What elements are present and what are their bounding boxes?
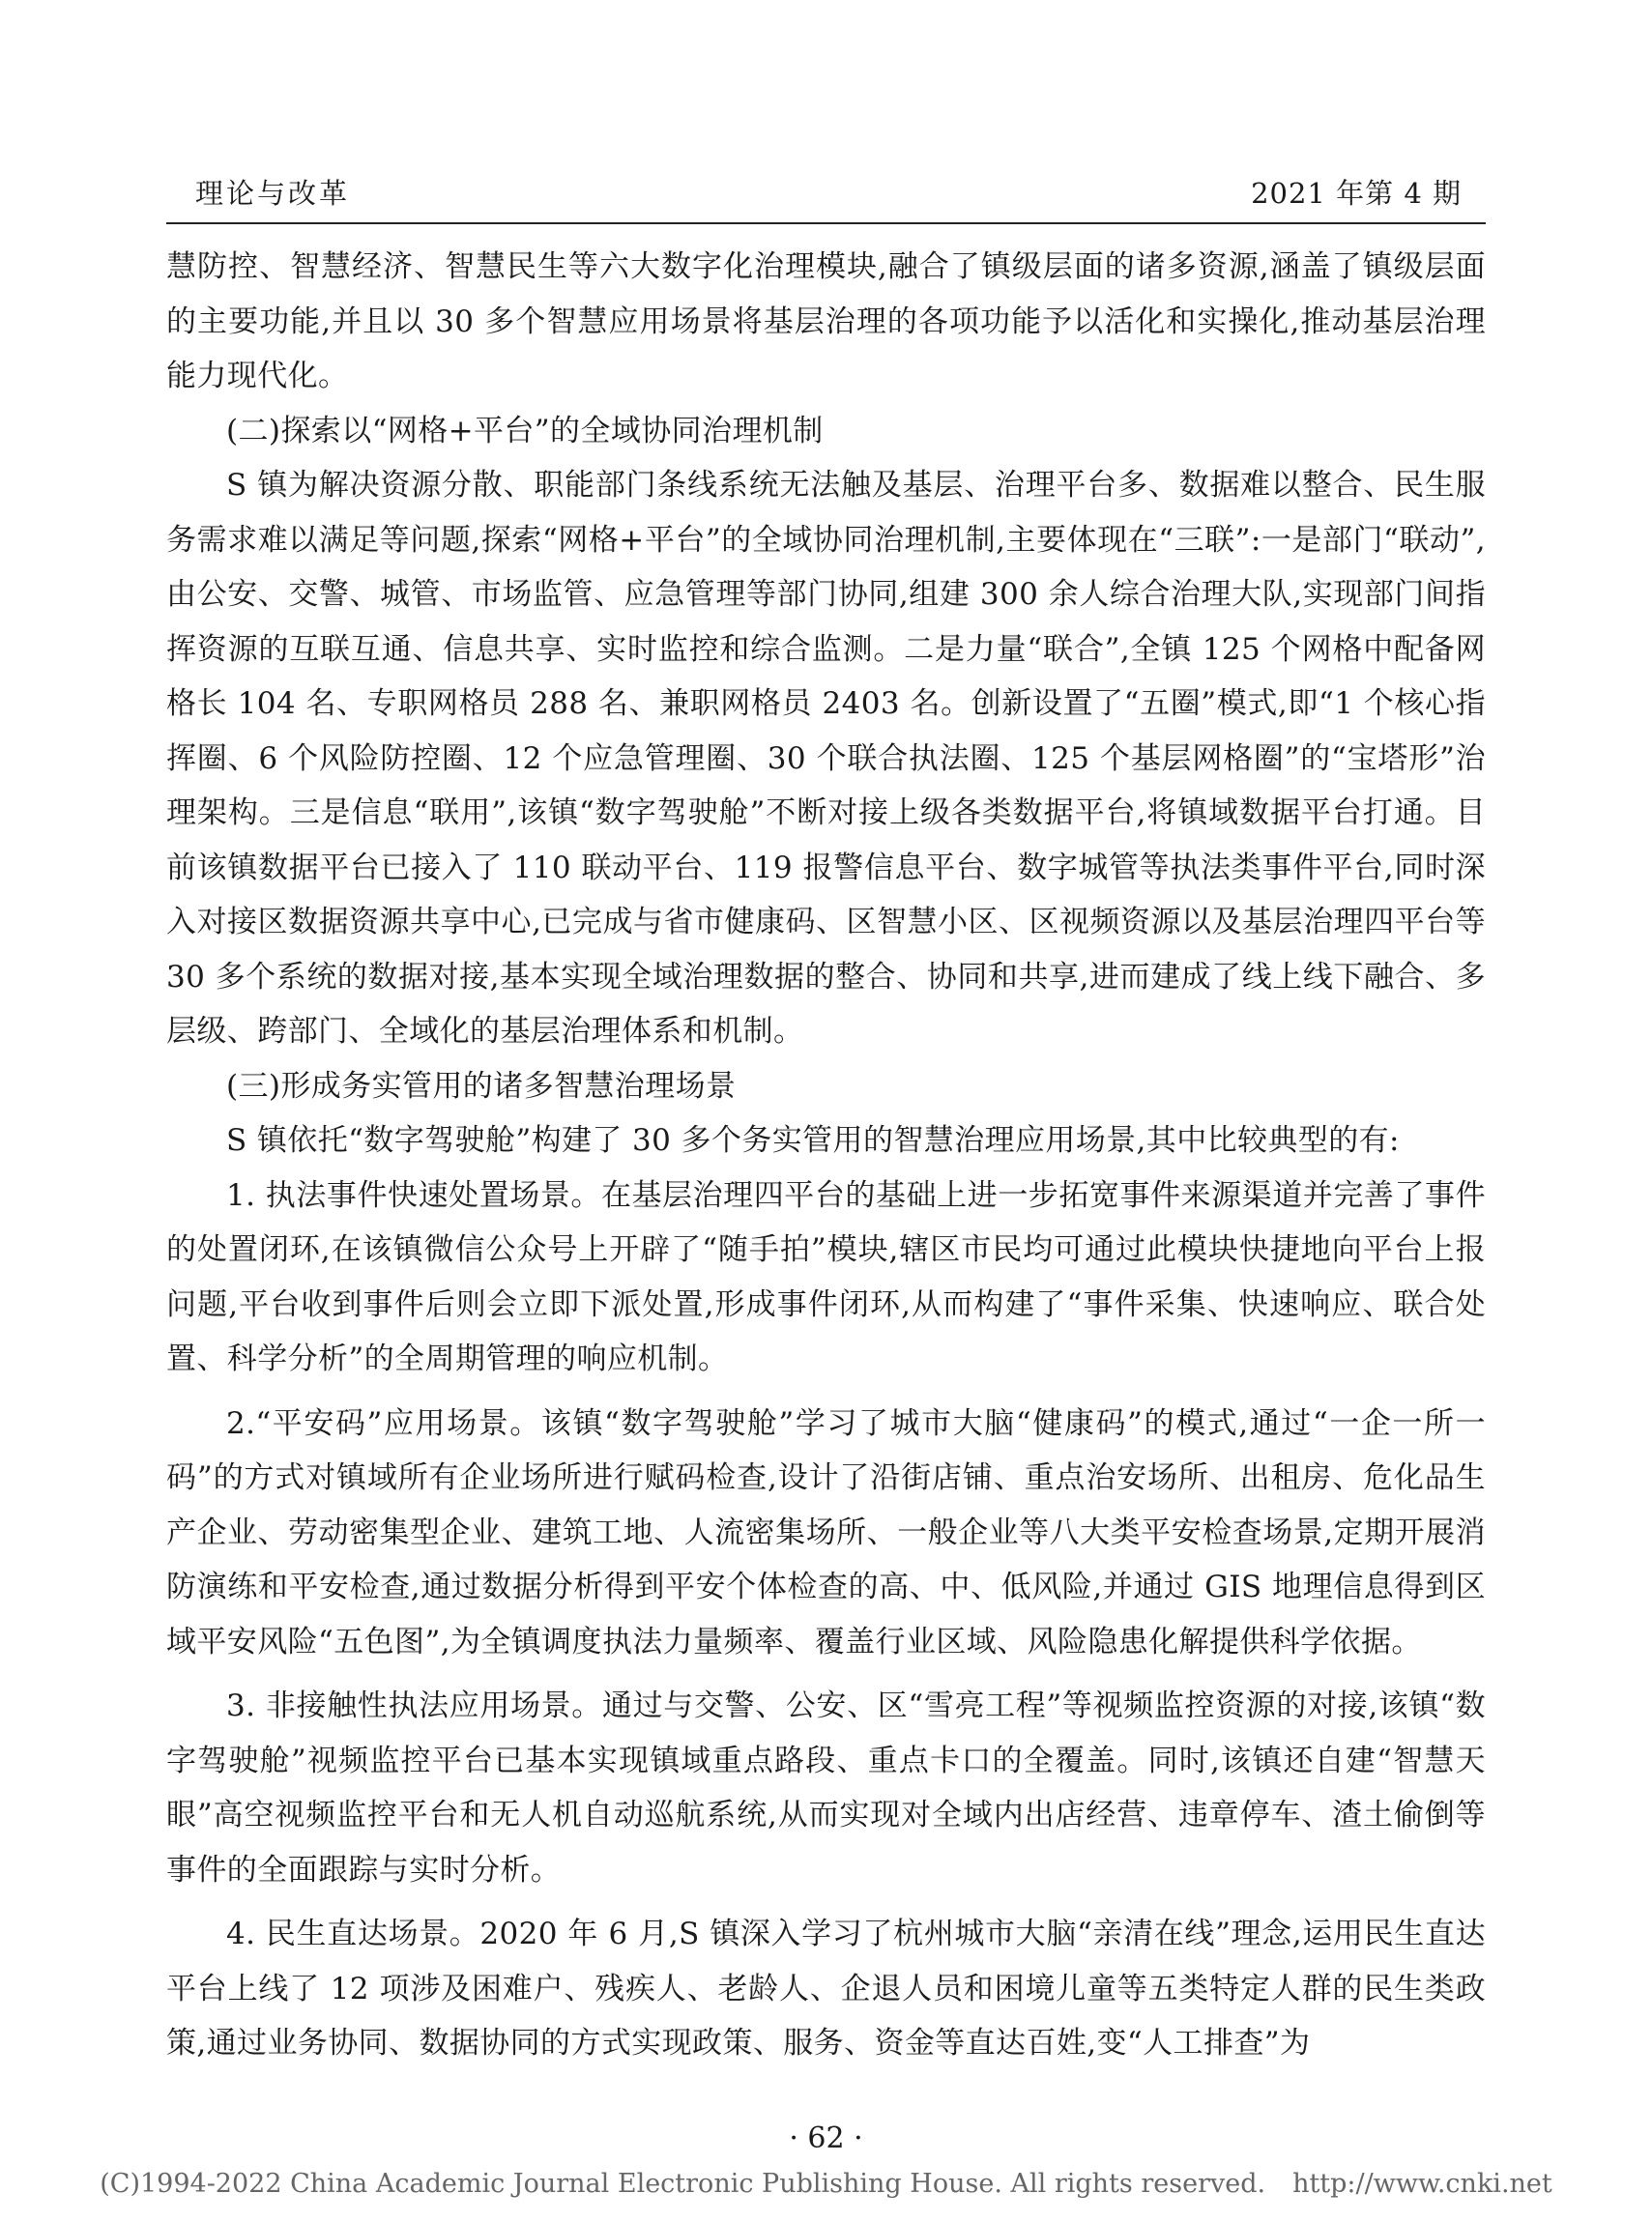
copyright-text: (C)1994-2022 China Academic Journal Electronic Publishing House. All rights reserved.	[100, 2169, 1266, 2199]
footer-url: http://www.cnki.net	[1292, 2169, 1552, 2199]
paragraph: 4. 民生直达场景。2020 年 6 月,S 镇深入学习了杭州城市大脑“亲清在线”理念,运用民生直达平台上线了 12 项涉及困难户、残疾人、老龄人、企退人员和困境儿童等五类特定人群的民生类政策,通过业务协同、数据协同的方式实现政策、服务、资金等直达百姓,变“人工排查”为	[166, 1917, 1486, 2061]
paragraph: 1. 执法事件快速处置场景。在基层治理四平台的基础上进一步拓宽事件来源渠道并完善了事件的处置闭环,在该镇微信公众号上开辟了“随手拍”模块,辖区市民均可通过此模块快捷地向平台上报问题,平台收到事件后则会立即下派处置,形成事件闭环,从而构建了“事件采集、快速响应、联合处置、科学分析”的全周期管理的响应机制。	[166, 1177, 1486, 1376]
issue-label: 2021 年第 4 期	[1251, 177, 1462, 210]
paragraph: S 镇为解决资源分散、职能部门条线系统无法触及基层、治理平台多、数据难以整合、民生服务需求难以满足等问题,探索“网格+平台”的全域协同治理机制,主要体现在“三联”:一是部门“联动”,由公安、交警、城管、市场监管、应急管理等部门协同,组建 300 余人综合治理大队,实现部门间指挥资源的互联互通、信息共享、实时监控和综合监测。二是力量“联合”,全镇 125 个网格中配备网格长 104 名、专职网格员 288 名、兼职网格员 2403 名。创新设置了“五圈”模式,即“1 个核心指挥圈、6 个风险防控圈、12 个应急管理圈、30 个联合执法圈、125 个基层网格圈”的“宝塔形”治理架构。三是信息“联用”,该镇“数字驾驶舱”不断对接上级各类数据平台,将镇域数据平台打通。目前该镇数据平台已接入了 110 联动平台、119 报警信息平台、数字城管等执法类事件平台,同时深入对接区数据资源共享中心,已完成与省市健康码、区智慧小区、区视频资源以及基层治理四平台等 30 多个系统的数据对接,基本实现全域治理数据的整合、协同和共享,进而建成了线上线下融合、多层级、跨部门、全域化的基层治理体系和机制。	[166, 468, 1486, 1049]
paragraph: 2.“平安码”应用场景。该镇“数字驾驶舱”学习了城市大脑“健康码”的模式,通过“一企一所一码”的方式对镇域所有企业场所进行赋码检查,设计了沿街店铺、重点治安场所、出租房、危化品生产企业、劳动密集型企业、建筑工地、人流密集场所、一般企业等八大类平安检查场景,定期开展消防演练和平安检查,通过数据分析得到平安个体检查的高、中、低风险,并通过 GIS 地理信息得到区域平安风险“五色图”,为全镇调度执法力量频率、覆盖行业区域、风险隐患化解提供科学依据。	[166, 1405, 1486, 1659]
paragraph: 慧防控、智慧经济、智慧民生等六大数字化治理模块,融合了镇级层面的诸多资源,涵盖了镇级层面的主要功能,并且以 30 多个智慧应用场景将基层治理的各项功能予以活化和实操化,推动基层治理能力现代化。	[166, 249, 1486, 393]
paragraph: S 镇依托“数字驾驶舱”构建了 30 多个务实管用的智慧治理应用场景,其中比较典型的有:	[226, 1123, 1400, 1158]
section-heading: (三)形成务实管用的诸多智慧治理场景	[226, 1068, 737, 1104]
article-body	[166, 240, 1486, 2071]
journal-name: 理论与改革	[195, 177, 351, 210]
paragraph: 3. 非接触性执法应用场景。通过与交警、公安、区“雪亮工程”等视频监控资源的对接,该镇“数字驾驶舱”视频监控平台已基本实现镇域重点路段、重点卡口的全覆盖。同时,该镇还自建“智慧天眼”高空视频监控平台和无人机自动巡航系统,从而实现对全域内出店经营、违章停车、渣土偷倒等事件的全面跟踪与实时分析。	[166, 1688, 1486, 1888]
copyright-footer	[0, 2167, 1652, 2202]
section-heading: (二)探索以“网格+平台”的全域协同治理机制	[226, 413, 824, 448]
running-header	[166, 172, 1486, 224]
page-number: · 62 ·	[789, 2121, 863, 2155]
